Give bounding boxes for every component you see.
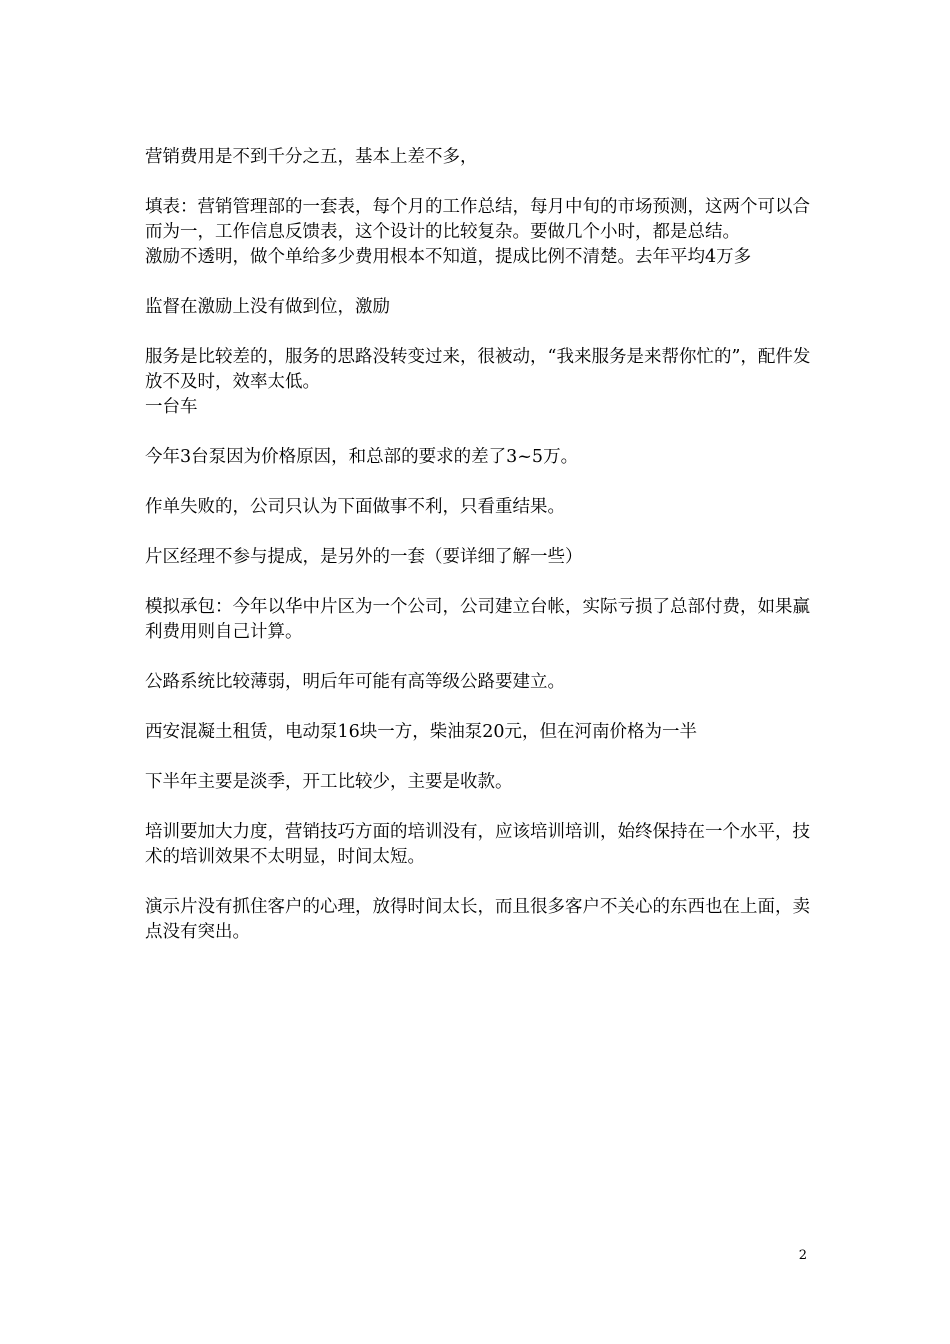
- paragraph-demo-video: 演示片没有抓住客户的心理，放得时间太长，而且很多客户不关心的东西也在上面，卖点没有突出。: [145, 897, 810, 942]
- paragraph-gap: [145, 470, 820, 495]
- paragraph-marketing-cost: 营销费用是不到千分之五，基本上差不多，: [145, 147, 478, 167]
- paragraph-simulated-contract: 模拟承包：今年以华中片区为一个公司，公司建立台帐，实际亏损了总部付费，如果赢利费用则自己计算。: [145, 597, 810, 642]
- paragraph-gap: [145, 795, 820, 820]
- paragraph-gap: [145, 570, 820, 595]
- paragraph-gap: [145, 645, 820, 670]
- document-body: [145, 145, 820, 945]
- paragraph-gap: [145, 270, 820, 295]
- paragraph-gap: [145, 170, 820, 195]
- paragraph-pumps-price: 今年3台泵因为价格原因，和总部的要求的差了3~5万。: [145, 447, 579, 467]
- paragraph-gap: [145, 745, 820, 770]
- paragraph-training: 培训要加大力度，营销技巧方面的培训没有，应该培训培训，始终保持在一个水平，技术的培训效果不太明显，时间太短。: [145, 822, 810, 867]
- paragraph-gap: [145, 520, 820, 545]
- paragraph-rental-price: 西安混凝土租赁，电动泵16块一方，柴油泵20元，但在河南价格为一半: [145, 722, 698, 742]
- paragraph-supervision: 监督在激励上没有做到位，激励: [145, 297, 390, 317]
- paragraph-gap: [145, 695, 820, 720]
- paragraph-highway: 公路系统比较薄弱，明后年可能有高等级公路要建立。: [145, 672, 565, 692]
- paragraph-off-season: 下半年主要是淡季，开工比较少，主要是收款。: [145, 772, 513, 792]
- paragraph-order-failure: 作单失败的，公司只认为下面做事不利，只看重结果。: [145, 497, 565, 517]
- paragraph-service: 服务是比较差的，服务的思路没转变过来，很被动，“我来服务是来帮你忙的”，配件发放不及时，效率太低。: [145, 347, 811, 392]
- page-number: 2: [798, 1248, 807, 1263]
- paragraph-area-manager: 片区经理不参与提成，是另外的一套（要详细了解一些）: [145, 547, 583, 567]
- paragraph-incentive: 激励不透明，做个单给多少费用根本不知道，提成比例不清楚。去年平均4万多: [145, 247, 752, 267]
- paragraph-gap: [145, 320, 820, 345]
- paragraph-forms: 填表：营销管理部的一套表，每个月的工作总结，每月中旬的市场预测，这两个可以合而为一，工作信息反馈表，这个设计的比较复杂。要做几个小时，都是总结。: [145, 197, 810, 242]
- paragraph-gap: [145, 420, 820, 445]
- paragraph-gap: [145, 870, 820, 895]
- paragraph-one-vehicle: 一台车: [145, 397, 198, 417]
